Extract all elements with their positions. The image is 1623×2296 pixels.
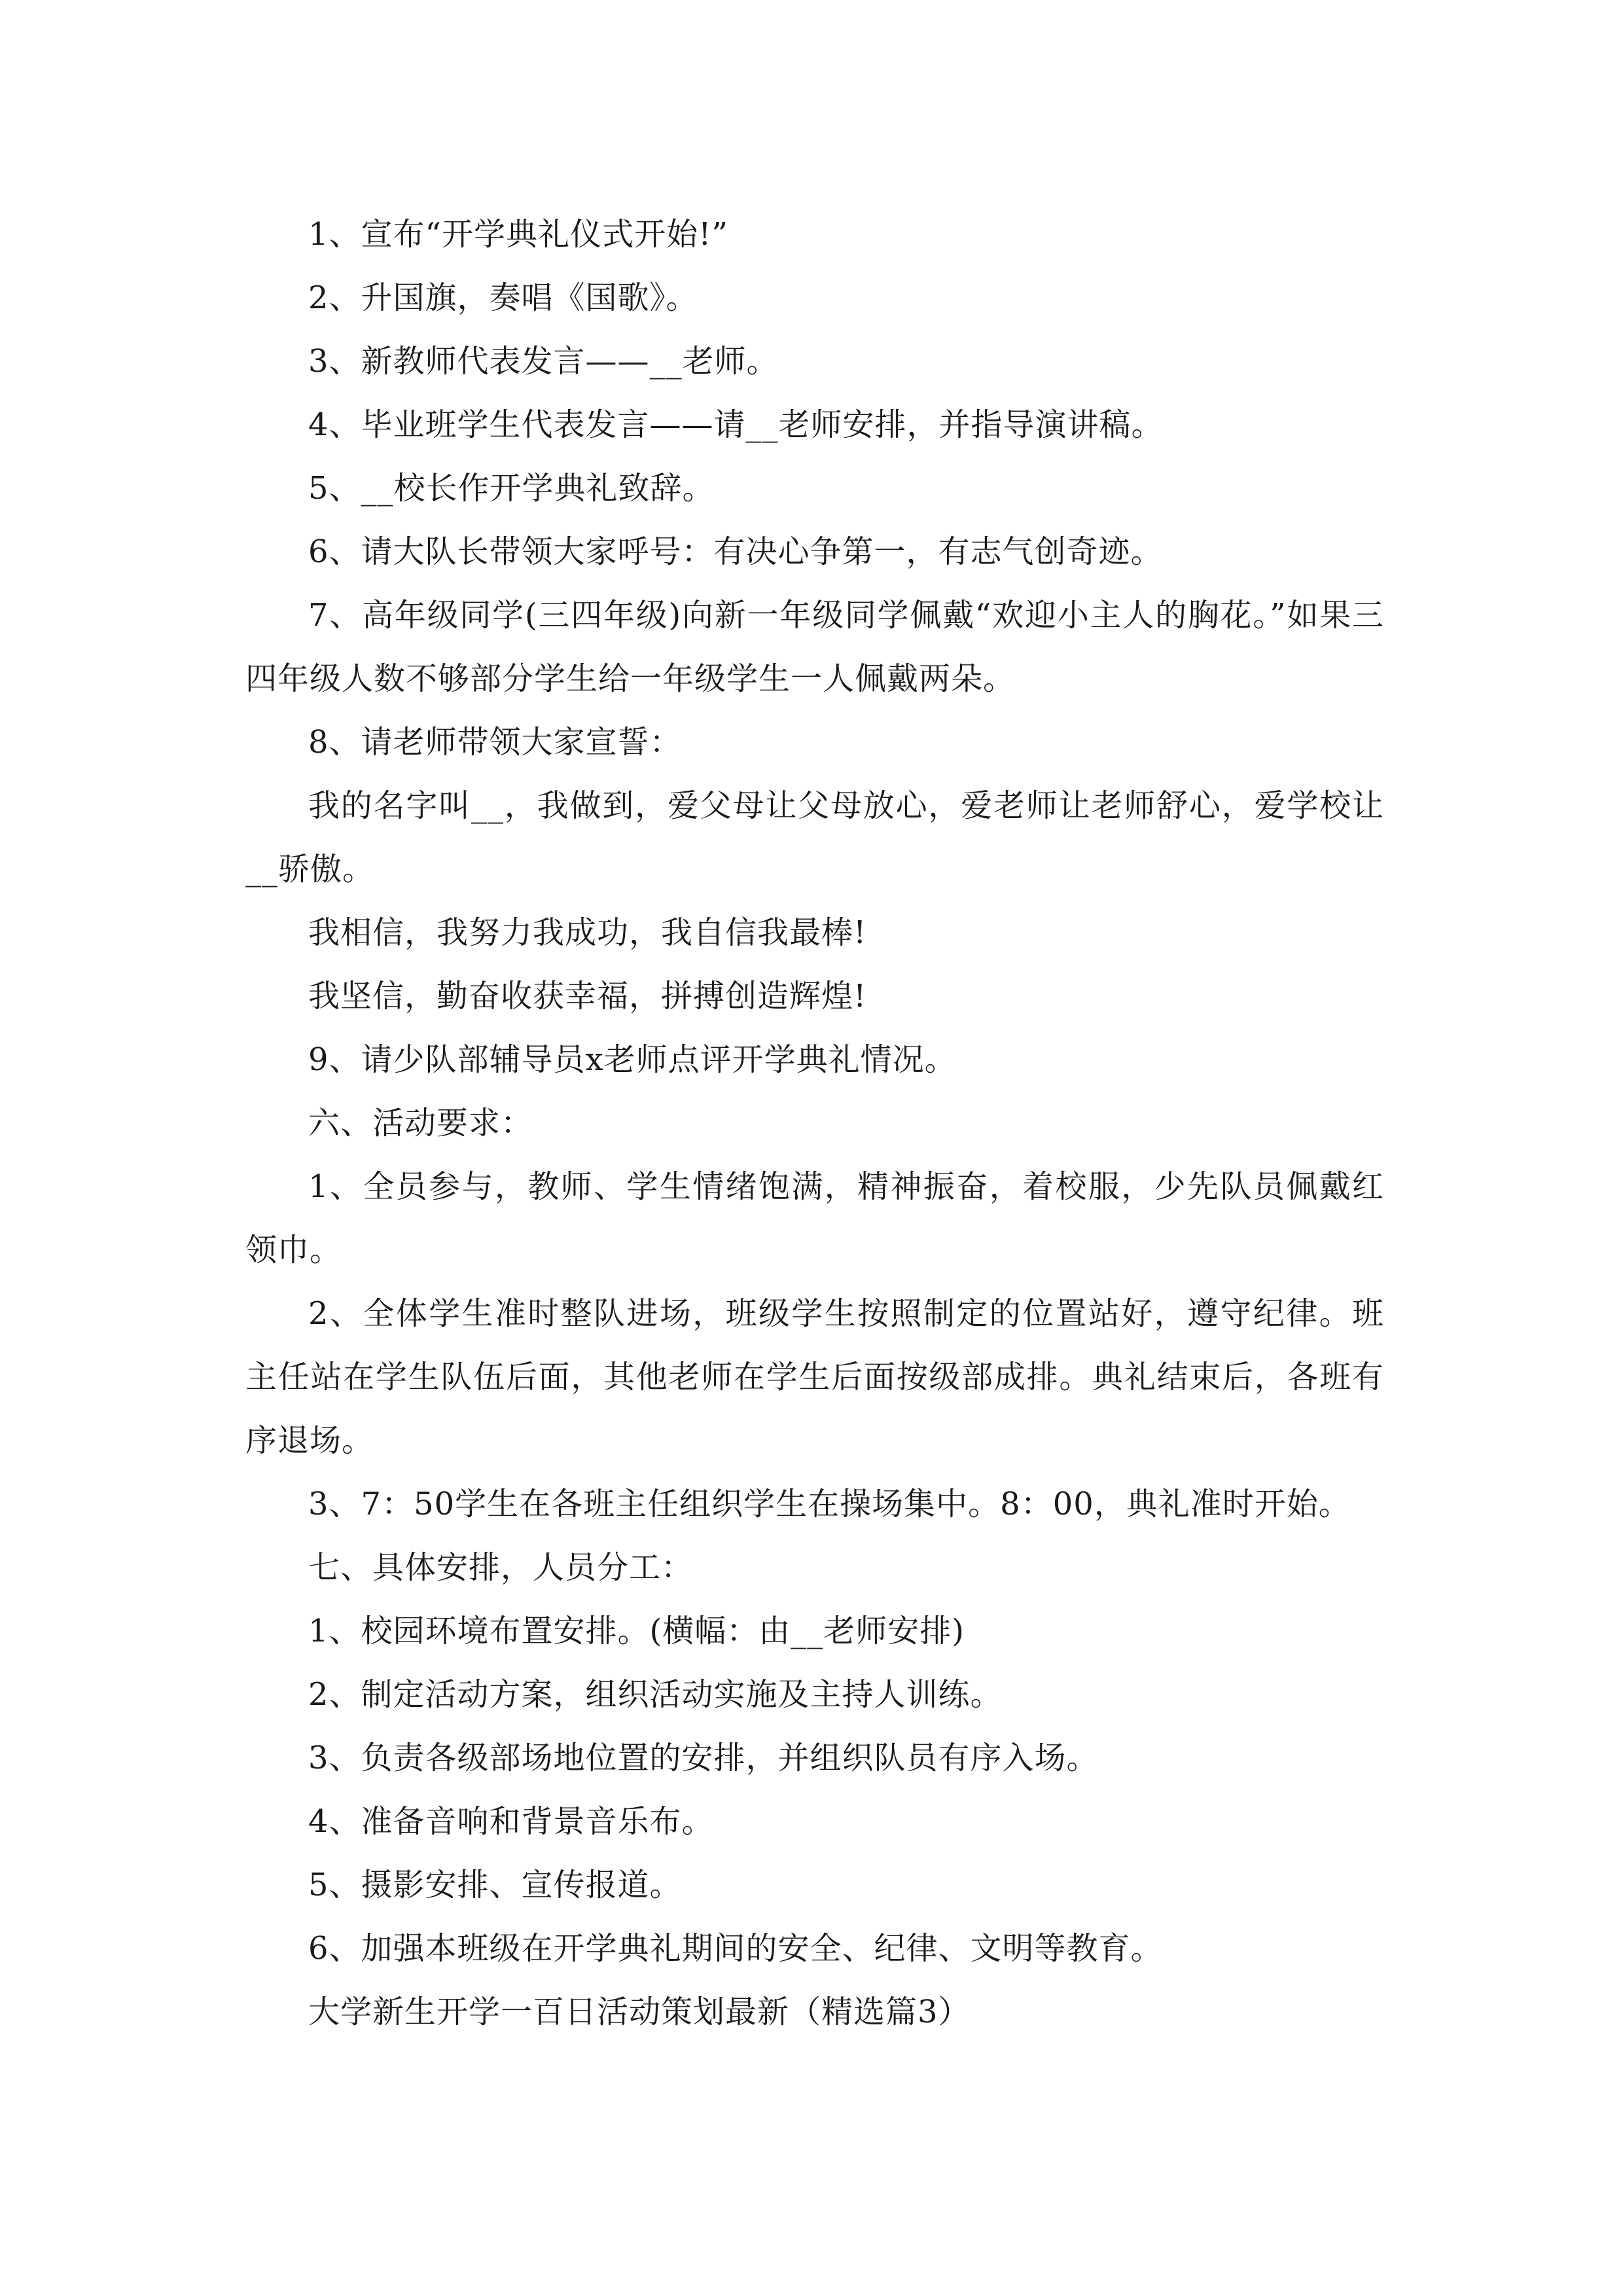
paragraph-22: 5、摄影安排、宣传报道。 (308, 1867, 682, 1903)
paragraph-23: 6、加强本班级在开学典礼期间的安全、纪律、文明等教育。 (308, 1930, 1163, 1967)
paragraph-1: 1、宣布“开学典礼仪式开始!” (308, 216, 728, 253)
paragraph-14: 1、全员参与，教师、学生情绪饱满，精神振奋，着校服，少先队员佩戴红领巾。 (245, 1168, 1384, 1268)
paragraph-9: 我的名字叫__，我做到，爱父母让父母放心，爱老师让老师舒心，爱学校让__骄傲。 (245, 787, 1384, 888)
section-heading-requirements: 六、活动要求： (308, 1105, 533, 1141)
paragraph-10: 我相信，我努力我成功，我自信我最棒! (308, 914, 867, 951)
paragraph-6: 6、请大队长带领大家呼号：有决心争第一，有志气创奇迹。 (308, 533, 1163, 570)
paragraph-4: 4、毕业班学生代表发言——请__老师安排，并指导演讲稿。 (308, 406, 1164, 443)
paragraph-3: 3、新教师代表发言——__老师。 (308, 343, 779, 380)
paragraph-18: 1、校园环境布置安排。(横幅：由__老师安排) (308, 1613, 965, 1649)
paragraph-11: 我坚信，勤奋收获幸福，拼搏创造辉煌! (308, 978, 867, 1014)
paragraph-16: 3、7：50学生在各班主任组织学生在操场集中。8：00，典礼准时开始。 (308, 1486, 1351, 1522)
paragraph-7: 7、高年级同学(三四年级)向新一年级同学佩戴“欢迎小主人的胸花。”如果三四年级人数不够部分学生给一年级学生一人佩戴两朵。 (245, 597, 1384, 697)
paragraph-2: 2、升国旗，奏唱《国歌》。 (308, 279, 698, 316)
paragraph-19: 2、制定活动方案，组织活动实施及主持人训练。 (308, 1676, 1003, 1713)
next-article-title: 大学新生开学一百日活动策划最新（精选篇3） (308, 1994, 971, 2030)
paragraph-15: 2、全体学生准时整队进场，班级学生按照制定的位置站好，遵守纪律。班主任站在学生队伍后面，其他老师在学生后面按级部成排。典礼结束后，各班有序退场。 (245, 1295, 1384, 1459)
paragraph-21: 4、准备音响和背景音乐布。 (308, 1803, 714, 1840)
section-heading-arrangement: 七、具体安排，人员分工： (308, 1549, 694, 1586)
paragraph-20: 3、负责各级部场地位置的安排，并组织队员有序入场。 (308, 1740, 1099, 1776)
paragraph-5: 5、__校长作开学典礼致辞。 (308, 470, 715, 507)
paragraph-12: 9、请少队部辅导员x老师点评开学典礼情况。 (308, 1041, 957, 1078)
paragraph-8: 8、请老师带领大家宣誓： (308, 724, 682, 761)
document-body (245, 203, 1384, 2044)
